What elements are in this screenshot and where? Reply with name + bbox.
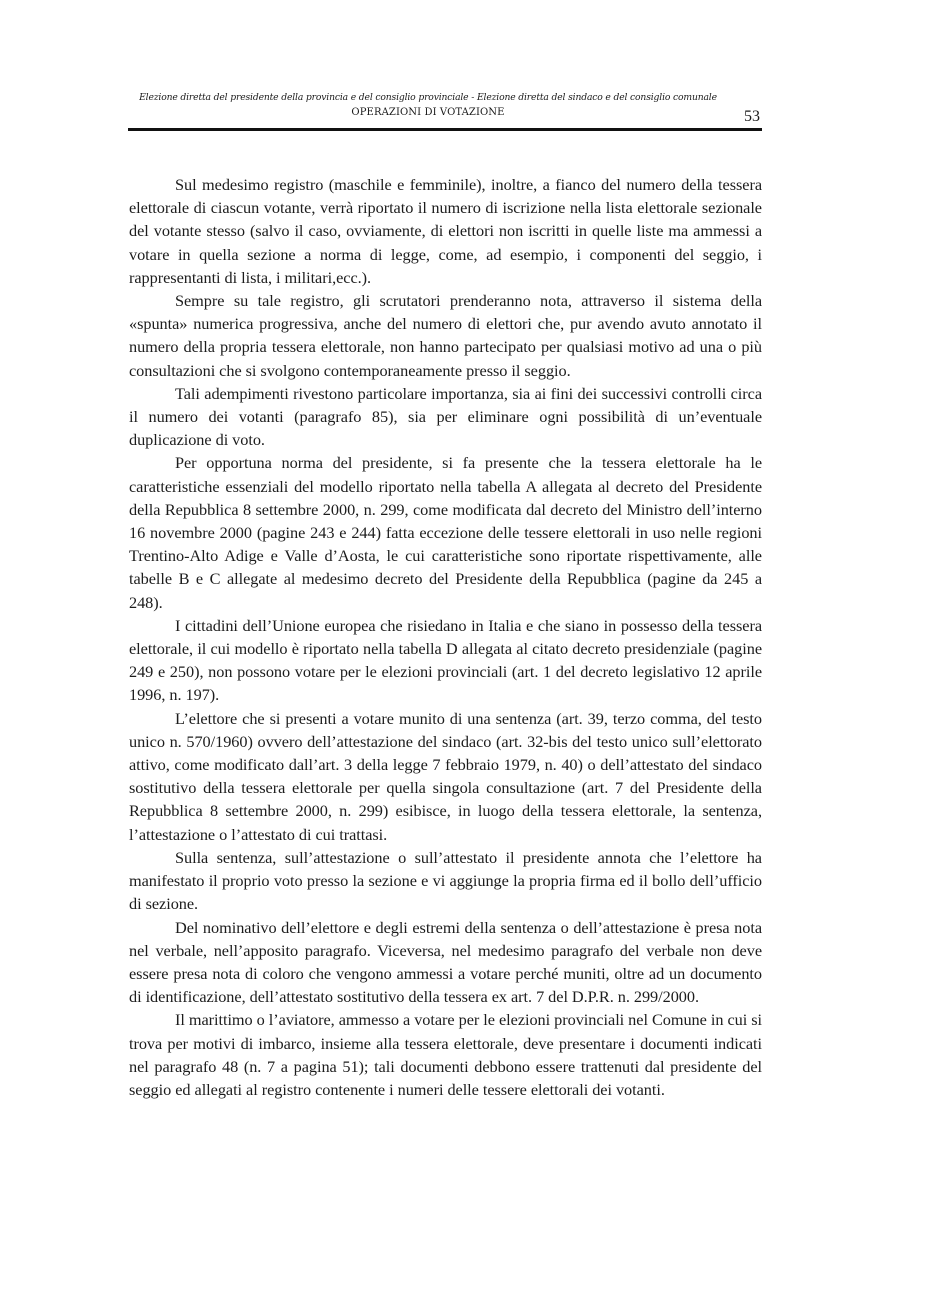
paragraph: Tali adempimenti rivestono particolare importanza, sia ai fini dei successivi controlli circa il numero dei votanti (paragrafo 85), sia per eliminare ogni possibilità di un’eventuale duplicazione di voto. — [129, 383, 762, 450]
running-title: Elezione diretta del presidente della provincia e del consiglio provinciale - Elezione diretta del sindaco e del consiglio comunale — [139, 92, 717, 103]
paragraph: I cittadini dell’Unione europea che risiedano in Italia e che siano in possesso della tessera elettorale, il cui modello è riportato nella tabella D allegata al citato decreto presidenziale (pagine 249 e 250), non possono votare per le elezioni provinciali (art. 1 del decreto legislativo 12 aprile 1996, n. 197). — [129, 615, 762, 705]
body-text — [129, 173, 762, 1101]
paragraph: Sulla sentenza, sull’attestazione o sull’attestato il presidente annota che l’elettore ha manifestato il proprio voto presso la sezione e vi aggiunge la propria firma ed il bollo dell’ufficio di sezione. — [129, 847, 762, 914]
paragraph: Il marittimo o l’aviatore, ammesso a votare per le elezioni provinciali nel Comune in cui si trova per motivi di imbarco, insieme alla tessera elettorale, deve presentare i documenti indicati nel paragrafo 48 (n. 7 a pagina 51); tali documenti debbono essere trattenuti dal presidente del seggio ed allegati al registro contenente i numeri delle tessere elettorali dei votanti. — [129, 1010, 762, 1099]
paragraph: Sempre su tale registro, gli scrutatori prenderanno nota, attraverso il sistema della «spunta» numerica progressiva, anche del numero di elettori che, pur avendo avuto annotato il numero della propria tessera elettorale, non hanno partecipato per qualsiasi motivo ad una o più consultazioni che si svolgono contemporaneamente presso il seggio. — [129, 291, 762, 380]
paragraph: Sul medesimo registro (maschile e femminile), inoltre, a fianco del numero della tessera elettorale di ciascun votante, verrà riportato il numero di iscrizione nella lista elettorale sezionale del votante stesso (salvo il caso, ovviamente, di elettori non iscritti in quelle liste ma ammessi a votare in quella sezione a norma di legge, come, ad esempio, i componenti del seggio, i rappresentanti di lista, i militari,ecc.). — [129, 175, 762, 287]
section-title: OPERAZIONI DI VOTAZIONE — [351, 107, 505, 118]
header-rule — [128, 128, 762, 131]
paragraph: Per opportuna norma del presidente, si fa presente che la tessera elettorale ha le caratteristiche essenziali del modello riportato nella tabella A allegata al decreto del Presidente della Repubblica 8 settembre 2000, n. 299, come modificata dal decreto del Ministro dell’interno 16 novembre 2000 (pagine 243 e 244) fatta eccezione delle tessere elettorali in uso nelle regioni Trentino-Alto Adige e Valle d’Aosta, le cui caratteristiche sono riportate rispettivamente, alle tabelle B e C allegate al medesimo decreto del Presidente della Repubblica (pagine da 245 a 248). — [129, 453, 762, 612]
paragraph: Del nominativo dell’elettore e degli estremi della sentenza o dell’attestazione è presa nota nel verbale, nell’apposito paragrafo. Viceversa, nel medesimo paragrafo del verbale non deve essere presa nota di coloro che vengono ammessi a votare perché muniti, oltre ad un documento di identificazione, dell’attestato sostitutivo della tessera ex art. 7 del D.P.R. n. 299/2000. — [129, 917, 762, 1007]
page-number: 53 — [744, 108, 760, 125]
paragraph: L’elettore che si presenti a votare munito di una sentenza (art. 39, terzo comma, del testo unico n. 570/1960) ovvero dell’attestazione del sindaco (art. 32-bis del testo unico sull’elettorato attivo, come modificato dall’art. 3 della legge 7 febbraio 1979, n. 40) o dell’attestato del sindaco sostitutivo della tessera elettorale per quella singola consultazione (art. 7 del Presidente della Repubblica 8 settembre 2000, n. 299) esibisce, in luogo della tessera elettorale, la sentenza, l’attestazione o l’attestato di cui trattasi. — [129, 708, 762, 844]
